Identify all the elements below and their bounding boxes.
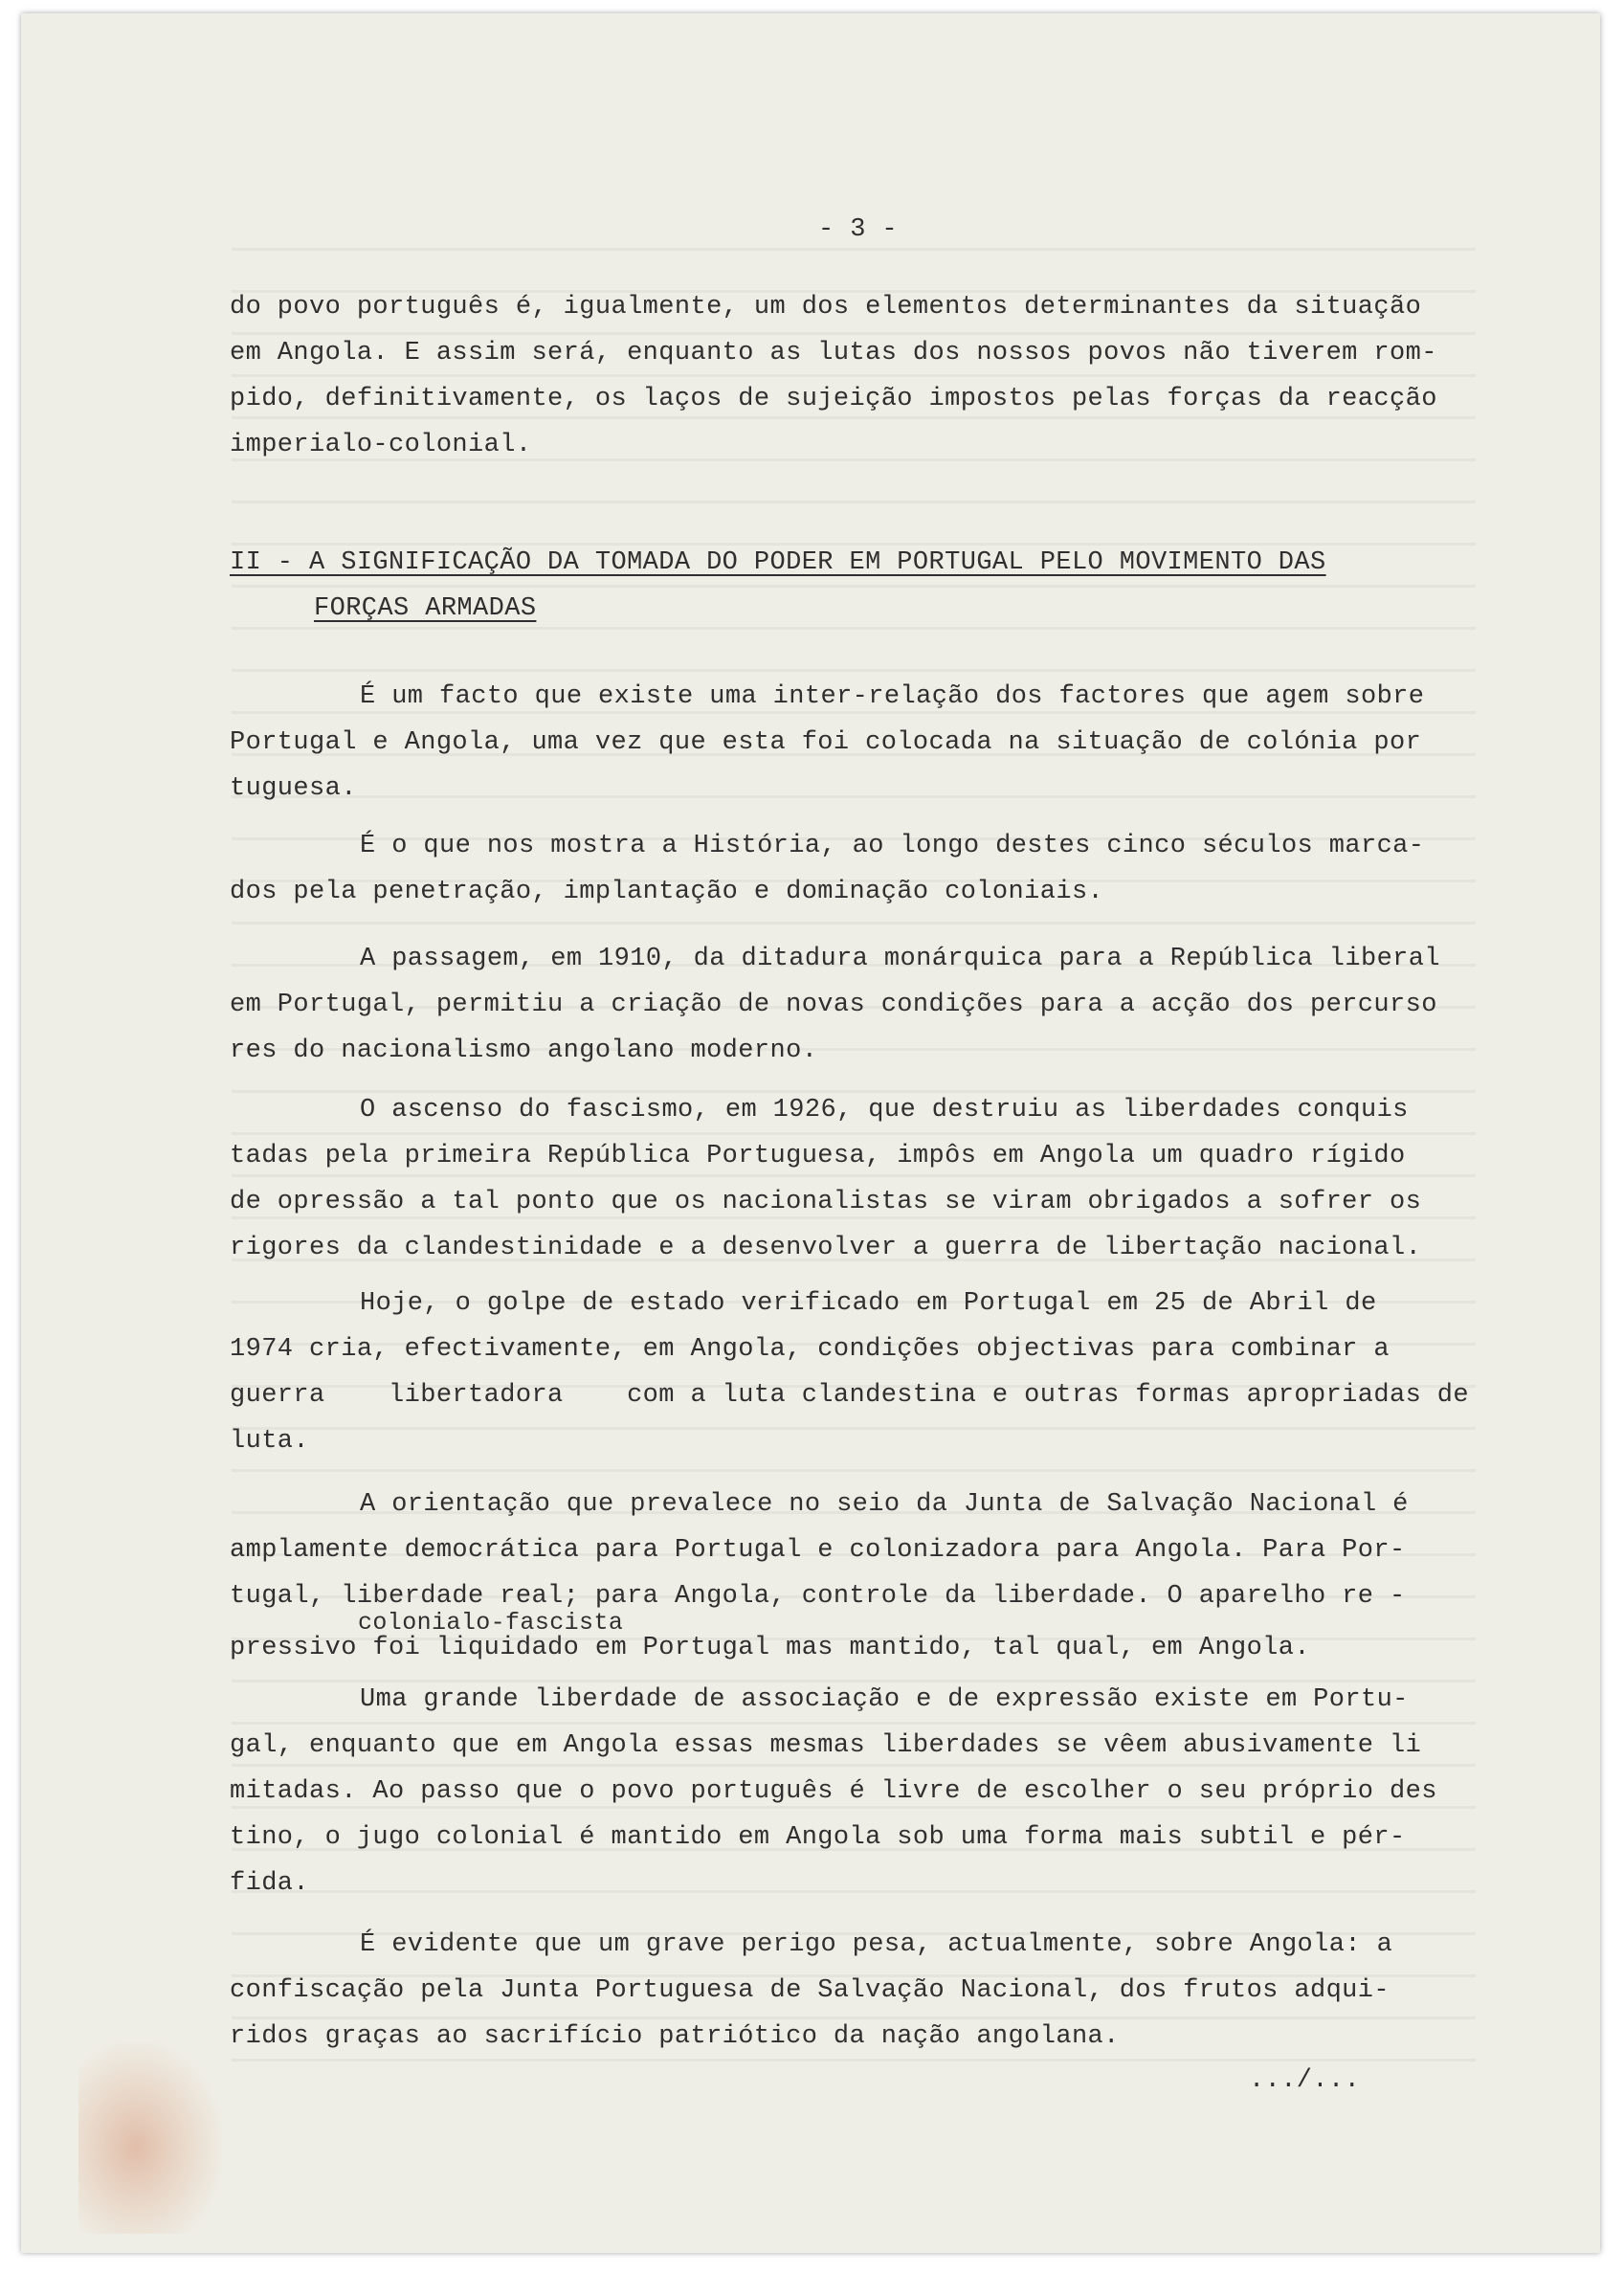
text-line: tugal, liberdade real; para Angola, controle da liberdade. O aparelho re - [230, 1582, 1406, 1611]
text-line: pido, definitivamente, os laços de sujeição impostos pelas forças da reacção [230, 385, 1437, 413]
page-number: - 3 - [818, 215, 899, 244]
text-line: Portugal e Angola, uma vez que esta foi colocada na situação de colónia por [230, 728, 1422, 757]
text-line: tino, o jugo colonial é mantido em Angola sob uma forma mais subtil e pér- [230, 1823, 1406, 1852]
section-heading: II - A SIGNIFICAÇÃO DA TOMADA DO PODER EM PORTUGAL PELO MOVIMENTO DAS [230, 548, 1326, 577]
text-line: guerra libertadora com a luta clandestina e outras formas apropriadas de [230, 1381, 1470, 1410]
text-line: em Portugal, permitiu a criação de novas condições para a acção dos percurso [230, 991, 1437, 1019]
section-heading-cont: FORÇAS ARMADAS [314, 594, 537, 623]
paragraph-start: É o que nos mostra a História, ao longo destes cinco séculos marca- [360, 832, 1425, 860]
text-line: de opressão a tal ponto que os nacionalistas se viram obrigados a sofrer os [230, 1188, 1422, 1216]
text-line: tuguesa. [230, 774, 357, 803]
text-line: amplamente democrática para Portugal e colonizadora para Angola. Para Por- [230, 1536, 1406, 1565]
text-line: confiscação pela Junta Portuguesa de Salvação Nacional, dos frutos adqui- [230, 1976, 1390, 2005]
paragraph-start: A passagem, em 1910, da ditadura monárquica para a República liberal [360, 945, 1440, 973]
text-line: pressivo foi liquidado em Portugal mas mantido, tal qual, em Angola. [230, 1634, 1310, 1662]
paragraph-start: Uma grande liberdade de associação e de expressão existe em Portu- [360, 1685, 1409, 1714]
text-line: imperialo-colonial. [230, 431, 532, 459]
text-line: tadas pela primeira República Portuguesa, impôs em Angola um quadro rígido [230, 1142, 1406, 1170]
text-line: mitadas. Ao passo que o povo português é livre de escolher o seu próprio des [230, 1777, 1437, 1806]
paragraph-start: Hoje, o golpe de estado verificado em Portugal em 25 de Abril de [360, 1289, 1377, 1318]
paragraph-start: O ascenso do fascismo, em 1926, que destruiu as liberdades conquis [360, 1096, 1409, 1125]
paragraph-start: É um facto que existe uma inter-relação dos factores que agem sobre [360, 682, 1425, 711]
paragraph-start: A orientação que prevalece no seio da Junta de Salvação Nacional é [360, 1490, 1409, 1519]
text-line: em Angola. E assim será, enquanto as lutas dos nossos povos não tiverem rom- [230, 339, 1437, 368]
paragraph-start: É evidente que um grave perigo pesa, actualmente, sobre Angola: a [360, 1930, 1393, 1959]
continuation-mark: .../... [1249, 2066, 1361, 2095]
text-line: do povo português é, igualmente, um dos elementos determinantes da situação [230, 293, 1422, 322]
text-line: fida. [230, 1869, 310, 1898]
text-line: ridos graças ao sacrifício patriótico da nação angolana. [230, 2022, 1120, 2051]
text-line: gal, enquanto que em Angola essas mesmas liberdades se vêem abusivamente li [230, 1731, 1422, 1760]
text-line: rigores da clandestinidade e a desenvolver a guerra de libertação nacional. [230, 1234, 1422, 1262]
text-line: 1974 cria, efectivamente, em Angola, condições objectivas para combinar a [230, 1335, 1390, 1364]
handwritten-insertion: colonialo-fascista [358, 1609, 624, 1637]
paper-stain [78, 2042, 222, 2234]
text-line: res do nacionalismo angolano moderno. [230, 1036, 818, 1065]
text-line: luta. [230, 1427, 310, 1456]
text-line: dos pela penetração, implantação e dominação coloniais. [230, 878, 1104, 906]
